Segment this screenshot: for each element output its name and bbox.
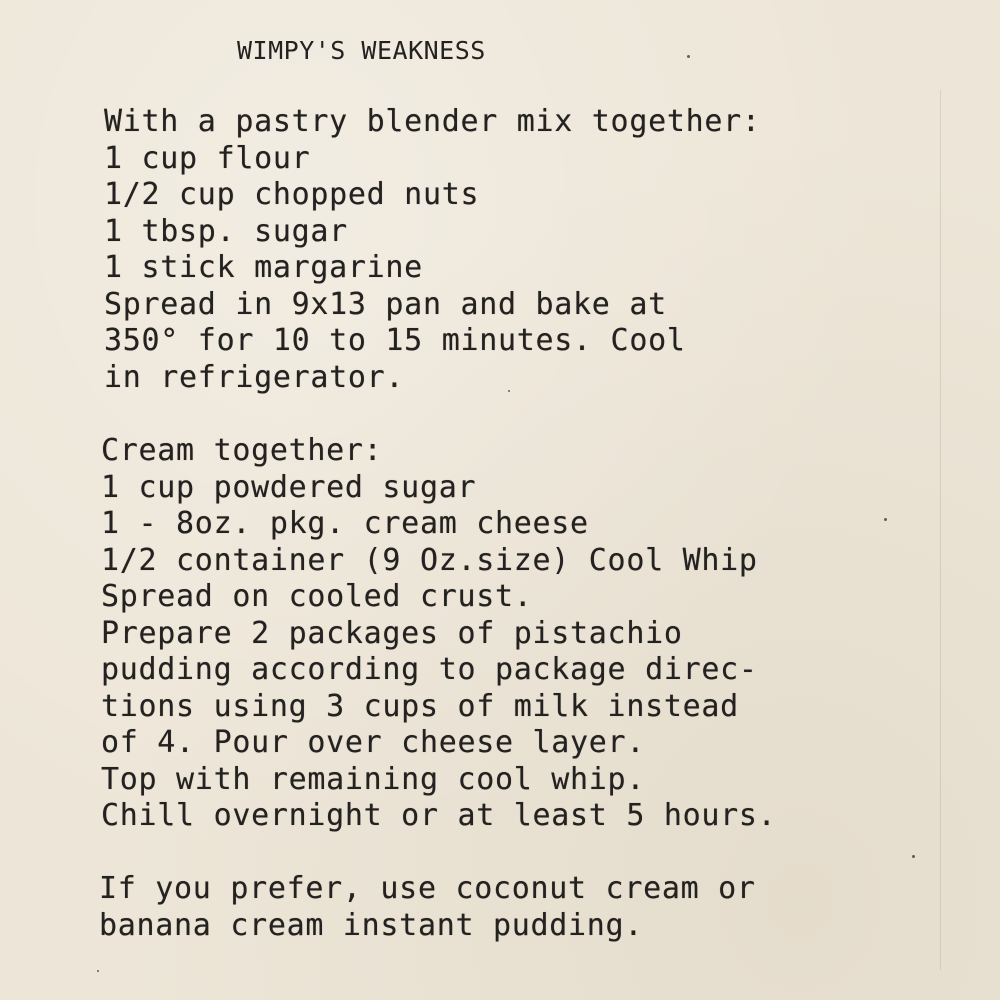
instruction-line: pudding according to package direc-	[101, 652, 758, 687]
crust-instructions	[104, 104, 761, 396]
page-edge-line	[940, 90, 941, 970]
ingredient-line: 1/2 cup chopped nuts	[104, 177, 480, 212]
recipe-title: WIMPY'S WEAKNESS	[237, 36, 486, 65]
instruction-line: With a pastry blender mix together:	[104, 104, 761, 139]
paper-speck	[687, 55, 690, 58]
ingredient-line: 1 - 8oz. pkg. cream cheese	[101, 506, 589, 541]
paper-speck	[884, 518, 887, 521]
filling-instructions	[101, 433, 776, 835]
instruction-line: of 4. Pour over cheese layer.	[101, 725, 646, 760]
instruction-line: tions using 3 cups of milk instead	[101, 688, 739, 724]
instruction-line: Prepare 2 packages of pistachio	[101, 615, 683, 651]
note-line: If you prefer, use coconut cream or	[99, 871, 756, 906]
instruction-line: Cream together:	[101, 433, 383, 468]
note-line: banana cream instant pudding.	[99, 907, 644, 943]
ingredient-line: 1 cup powdered sugar	[101, 469, 477, 505]
paper-speck	[97, 970, 99, 972]
instruction-line: Spread on cooled crust.	[101, 579, 533, 614]
paper-speck	[508, 390, 510, 392]
instruction-line: Spread in 9x13 pan and bake at	[104, 286, 667, 322]
instruction-line: Top with remaining cool whip.	[101, 761, 646, 797]
ingredient-line: 1 stick margarine	[104, 250, 423, 285]
paper-speck	[912, 855, 915, 858]
instruction-line: 350° for 10 to 15 minutes. Cool	[104, 323, 686, 358]
instruction-line: in refrigerator.	[104, 359, 405, 395]
ingredient-line: 1 cup flour	[104, 140, 311, 176]
variation-note	[99, 871, 756, 944]
instruction-line: Chill overnight or at least 5 hours.	[101, 798, 777, 833]
ingredient-line: 1/2 container (9 Oz.size) Cool Whip	[101, 542, 758, 578]
ingredient-line: 1 tbsp. sugar	[104, 213, 348, 249]
